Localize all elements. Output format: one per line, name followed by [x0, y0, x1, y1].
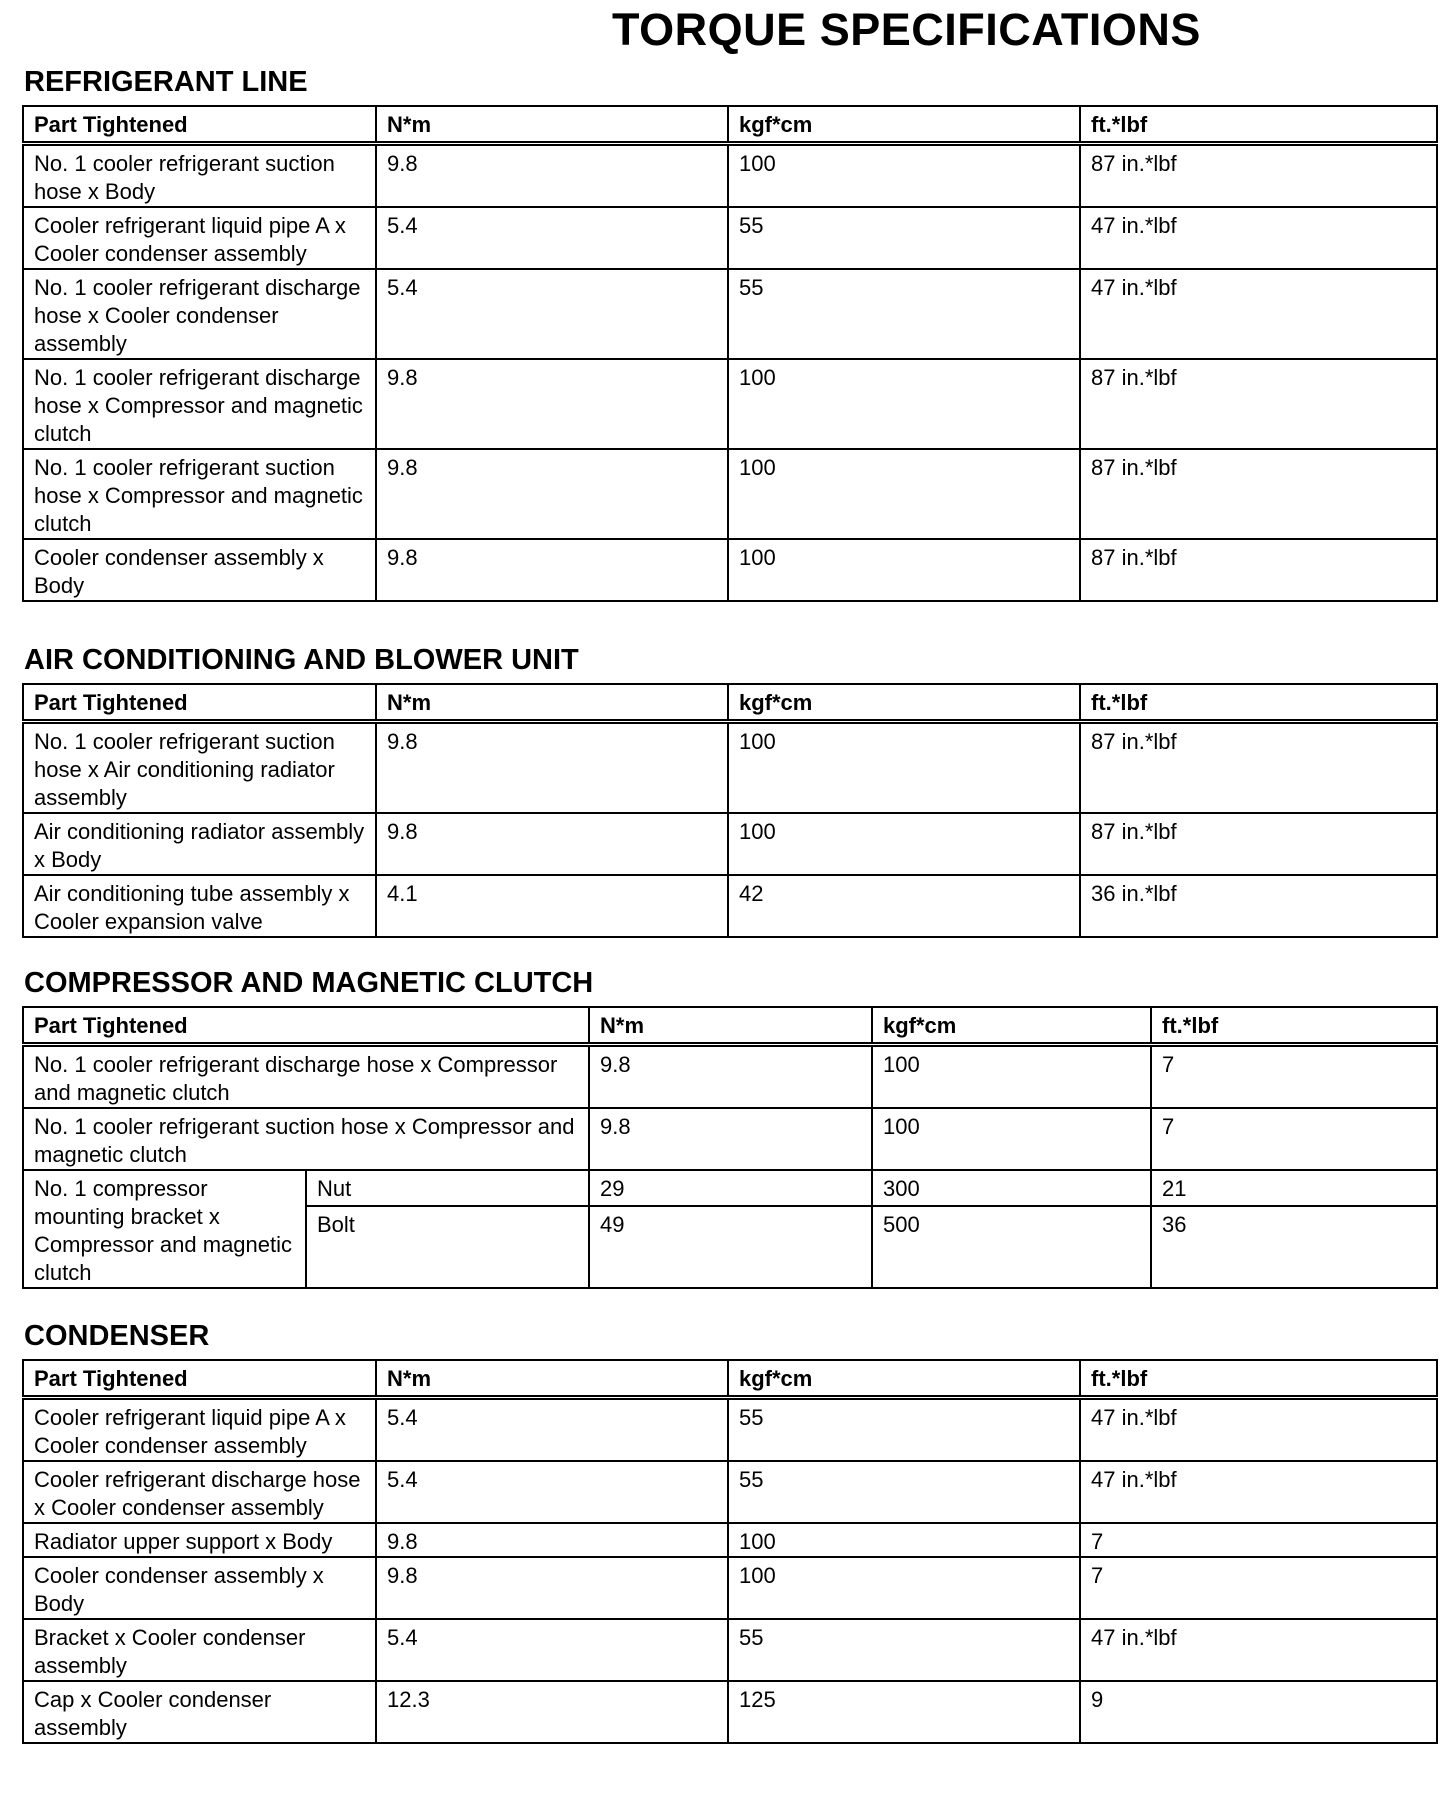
table-row-nut	[23, 1170, 1437, 1206]
column-header-ftlbf: ft.*lbf	[1080, 106, 1437, 144]
kgfcm-cell: 100	[728, 359, 1080, 449]
nm-cell: 9.8	[589, 1108, 872, 1170]
column-header-kgfcm: kgf*cm	[728, 684, 1080, 722]
page-title: TORQUE SPECIFICATIONS	[612, 4, 1201, 55]
kgfcm-cell: 55	[728, 1461, 1080, 1523]
table-row	[23, 1557, 1437, 1619]
column-header-kgfcm: kgf*cm	[728, 106, 1080, 144]
part-cell: Bracket x Cooler condenser assembly	[23, 1619, 376, 1681]
nm-cell: 29	[589, 1170, 872, 1206]
nm-cell: 5.4	[376, 1461, 728, 1523]
nm-cell: 4.1	[376, 875, 728, 937]
column-header-ftlbf: ft.*lbf	[1080, 1360, 1437, 1398]
column-header-ftlbf: ft.*lbf	[1151, 1007, 1437, 1045]
part-cell: Radiator upper support x Body	[23, 1523, 376, 1557]
part-cell-bracket: No. 1 compressor mounting bracket x Compressor and magnetic clutch	[23, 1170, 306, 1288]
table-row	[23, 359, 1437, 449]
column-header-ftlbf: ft.*lbf	[1080, 684, 1437, 722]
part-cell: No. 1 cooler refrigerant suction hose x Air conditioning radiator assembly	[23, 722, 376, 814]
section-title-condenser: CONDENSER	[24, 1320, 210, 1352]
ftlbf-cell: 7	[1151, 1045, 1437, 1109]
table-row	[23, 269, 1437, 359]
table-row	[23, 722, 1437, 814]
kgfcm-cell: 100	[728, 1523, 1080, 1557]
ftlbf-cell: 21	[1151, 1170, 1437, 1206]
part-cell: No. 1 cooler refrigerant discharge hose x Cooler condenser assembly	[23, 269, 376, 359]
part-cell: No. 1 cooler refrigerant suction hose x Body	[23, 144, 376, 208]
nm-cell: 12.3	[376, 1681, 728, 1743]
column-header-kgfcm: kgf*cm	[872, 1007, 1151, 1045]
part-cell: Cooler refrigerant liquid pipe A x Cooler condenser assembly	[23, 1398, 376, 1462]
nm-cell: 9.8	[376, 1523, 728, 1557]
column-header-part: Part Tightened	[23, 1360, 376, 1398]
column-header-part: Part Tightened	[23, 684, 376, 722]
ftlbf-cell: 47 in.*lbf	[1080, 1461, 1437, 1523]
kgfcm-cell: 125	[728, 1681, 1080, 1743]
nm-cell: 9.8	[376, 359, 728, 449]
table-row	[23, 207, 1437, 269]
ftlbf-cell: 87 in.*lbf	[1080, 813, 1437, 875]
table-row	[23, 539, 1437, 601]
ftlbf-cell: 36 in.*lbf	[1080, 875, 1437, 937]
kgfcm-cell: 42	[728, 875, 1080, 937]
ftlbf-cell: 9	[1080, 1681, 1437, 1743]
column-header-kgfcm: kgf*cm	[728, 1360, 1080, 1398]
part-cell: No. 1 cooler refrigerant discharge hose x Compressor and magnetic clutch	[23, 1045, 589, 1109]
kgfcm-cell: 100	[728, 144, 1080, 208]
table-row	[23, 144, 1437, 208]
nm-cell: 5.4	[376, 207, 728, 269]
ftlbf-cell: 87 in.*lbf	[1080, 539, 1437, 601]
column-header-part: Part Tightened	[23, 1007, 589, 1045]
part-cell: No. 1 cooler refrigerant suction hose x Compressor and magnetic clutch	[23, 449, 376, 539]
ftlbf-cell: 7	[1151, 1108, 1437, 1170]
table-row	[23, 449, 1437, 539]
table-header-row	[23, 1360, 1437, 1398]
kgfcm-cell: 55	[728, 269, 1080, 359]
fastener-type-cell: Nut	[306, 1170, 589, 1206]
ftlbf-cell: 47 in.*lbf	[1080, 269, 1437, 359]
table-row	[23, 875, 1437, 937]
part-cell: No. 1 cooler refrigerant suction hose x Compressor and magnetic clutch	[23, 1108, 589, 1170]
ftlbf-cell: 87 in.*lbf	[1080, 359, 1437, 449]
part-cell: No. 1 cooler refrigerant discharge hose x Compressor and magnetic clutch	[23, 359, 376, 449]
ftlbf-cell: 87 in.*lbf	[1080, 449, 1437, 539]
ftlbf-cell: 7	[1080, 1523, 1437, 1557]
table-row	[23, 1461, 1437, 1523]
air-conditioning-table	[22, 683, 1438, 938]
kgfcm-cell: 100	[728, 1557, 1080, 1619]
kgfcm-cell: 55	[728, 207, 1080, 269]
section-title-refrigerant-line: REFRIGERANT LINE	[24, 66, 308, 98]
ftlbf-cell: 7	[1080, 1557, 1437, 1619]
table-row	[23, 1523, 1437, 1557]
ftlbf-cell: 47 in.*lbf	[1080, 1398, 1437, 1462]
kgfcm-cell: 100	[728, 722, 1080, 814]
kgfcm-cell: 100	[872, 1045, 1151, 1109]
nm-cell: 9.8	[376, 144, 728, 208]
kgfcm-cell: 100	[728, 449, 1080, 539]
table-row	[23, 813, 1437, 875]
kgfcm-cell: 500	[872, 1206, 1151, 1288]
part-cell: Cap x Cooler condenser assembly	[23, 1681, 376, 1743]
nm-cell: 9.8	[376, 449, 728, 539]
kgfcm-cell: 100	[728, 813, 1080, 875]
kgfcm-cell: 55	[728, 1619, 1080, 1681]
nm-cell: 49	[589, 1206, 872, 1288]
nm-cell: 9.8	[376, 722, 728, 814]
table-header-row	[23, 106, 1437, 144]
ftlbf-cell: 47 in.*lbf	[1080, 207, 1437, 269]
part-cell: Air conditioning radiator assembly x Body	[23, 813, 376, 875]
nm-cell: 9.8	[376, 1557, 728, 1619]
kgfcm-cell: 100	[728, 539, 1080, 601]
table-header-row	[23, 1007, 1437, 1045]
nm-cell: 9.8	[589, 1045, 872, 1109]
table-row	[23, 1619, 1437, 1681]
ftlbf-cell: 87 in.*lbf	[1080, 144, 1437, 208]
kgfcm-cell: 300	[872, 1170, 1151, 1206]
column-header-nm: N*m	[589, 1007, 872, 1045]
column-header-nm: N*m	[376, 106, 728, 144]
table-row	[23, 1108, 1437, 1170]
table-row	[23, 1398, 1437, 1462]
nm-cell: 9.8	[376, 813, 728, 875]
refrigerant-line-table	[22, 105, 1438, 602]
nm-cell: 9.8	[376, 539, 728, 601]
table-row	[23, 1681, 1437, 1743]
part-cell: Cooler condenser assembly x Body	[23, 539, 376, 601]
column-header-nm: N*m	[376, 684, 728, 722]
part-cell: Air conditioning tube assembly x Cooler expansion valve	[23, 875, 376, 937]
kgfcm-cell: 55	[728, 1398, 1080, 1462]
ftlbf-cell: 87 in.*lbf	[1080, 722, 1437, 814]
part-cell: Cooler refrigerant discharge hose x Cooler condenser assembly	[23, 1461, 376, 1523]
part-cell: Cooler refrigerant liquid pipe A x Cooler condenser assembly	[23, 207, 376, 269]
column-header-nm: N*m	[376, 1360, 728, 1398]
part-cell: Cooler condenser assembly x Body	[23, 1557, 376, 1619]
nm-cell: 5.4	[376, 1619, 728, 1681]
ftlbf-cell: 47 in.*lbf	[1080, 1619, 1437, 1681]
compressor-table	[22, 1006, 1438, 1289]
nm-cell: 5.4	[376, 1398, 728, 1462]
fastener-type-cell: Bolt	[306, 1206, 589, 1288]
kgfcm-cell: 100	[872, 1108, 1151, 1170]
ftlbf-cell: 36	[1151, 1206, 1437, 1288]
section-title-air-conditioning: AIR CONDITIONING AND BLOWER UNIT	[24, 644, 579, 676]
condenser-table	[22, 1359, 1438, 1744]
section-title-compressor: COMPRESSOR AND MAGNETIC CLUTCH	[24, 967, 594, 999]
nm-cell: 5.4	[376, 269, 728, 359]
table-row	[23, 1045, 1437, 1109]
table-header-row	[23, 684, 1437, 722]
column-header-part: Part Tightened	[23, 106, 376, 144]
